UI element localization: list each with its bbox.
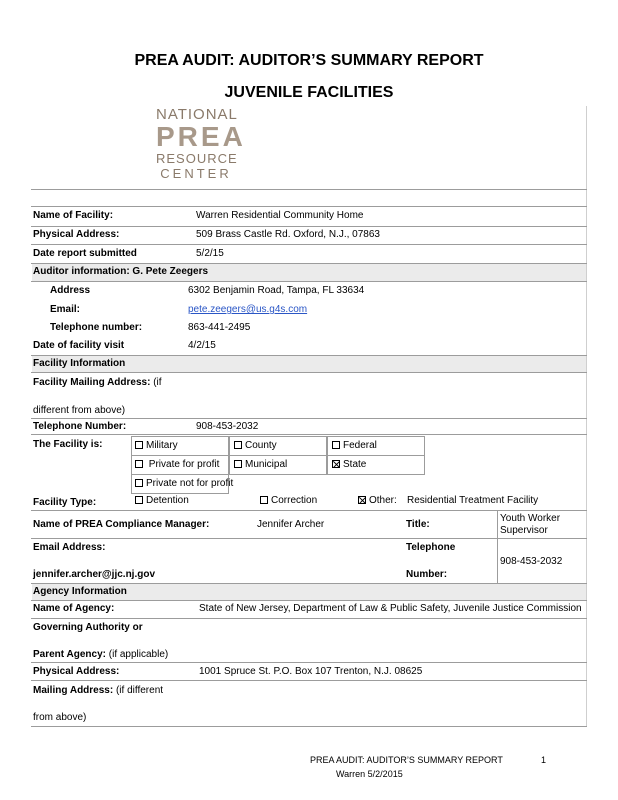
- auditor-section-title: Auditor information: G. Pete Zeegers: [33, 266, 209, 277]
- option-county[interactable]: County: [234, 440, 277, 452]
- type-correction[interactable]: Correction: [260, 495, 317, 507]
- footer-title: PREA AUDIT: AUDITOR’S SUMMARY REPORT: [310, 755, 503, 765]
- checkbox-icon: [234, 460, 242, 468]
- agency-physical-address-value: 1001 Spruce St. P.O. Box 107 Trenton, N.J. 08625: [199, 666, 423, 677]
- option-private-not-for-profit[interactable]: Private not for profit: [135, 478, 233, 490]
- auditor-email-link[interactable]: pete.zeegers@us.g4s.com: [188, 304, 308, 315]
- auditor-address-label: Address: [50, 285, 91, 296]
- visit-date-value: 4/2/15: [188, 340, 216, 351]
- governing-authority-label: Governing Authority or: [33, 622, 143, 633]
- physical-address-label: Physical Address:: [33, 229, 120, 240]
- logo-line-1: NATIONAL: [156, 106, 238, 123]
- option-private-for-profit[interactable]: Private for profit: [135, 459, 219, 471]
- option-municipal[interactable]: Municipal: [234, 459, 287, 471]
- type-detention[interactable]: Detention: [135, 495, 189, 507]
- page-number: 1: [541, 755, 547, 765]
- option-military[interactable]: Military: [135, 440, 178, 452]
- logo-line-3: RESOURCE: [156, 151, 238, 166]
- checkbox-icon: [135, 496, 143, 504]
- facility-phone-value: 908-453-2032: [196, 421, 259, 432]
- facility-is-label: The Facility is:: [33, 439, 103, 450]
- type-other[interactable]: Other:: [358, 495, 397, 507]
- checkbox-icon: [135, 479, 143, 487]
- title-value-line2: Supervisor: [500, 525, 548, 536]
- date-submitted-value: 5/2/15: [196, 248, 224, 259]
- manager-phone-value: 908-453-2032: [500, 556, 563, 567]
- date-submitted-label: Date report submitted: [33, 248, 137, 259]
- title-value-line1: Youth Worker: [500, 513, 561, 524]
- report-subtitle: JUVENILE FACILITIES: [224, 84, 394, 101]
- logo-line-2: PREA: [156, 121, 246, 152]
- agency-section-title: Agency Information: [33, 586, 127, 597]
- manager-email-value: jennifer.archer@jjc.nj.gov: [33, 569, 156, 580]
- auditor-phone-label: Telephone number:: [50, 322, 143, 333]
- logo-line-4: CENTER: [160, 166, 232, 181]
- auditor-address-value: 6302 Benjamin Road, Tampa, FL 33634: [188, 285, 365, 296]
- telephone-label-line2: Number:: [406, 569, 448, 580]
- auditor-email-label: Email:: [50, 304, 81, 315]
- agency-name-value: State of New Jersey, Department of Law & Public Safety, Juvenile Justice Commission: [199, 603, 582, 614]
- compliance-manager-name: Jennifer Archer: [257, 519, 325, 530]
- auditor-phone-value: 863-441-2495: [188, 322, 251, 333]
- checkbox-icon: [234, 441, 242, 449]
- checkbox-icon: [135, 441, 143, 449]
- compliance-manager-label: Name of PREA Compliance Manager:: [33, 519, 210, 530]
- type-other-value: Residential Treatment Facility: [407, 495, 539, 506]
- facility-type-label: Facility Type:: [33, 497, 97, 508]
- title-label: Title:: [406, 519, 430, 530]
- agency-name-label: Name of Agency:: [33, 603, 115, 614]
- mailing-address-label-line2: different from above): [33, 405, 126, 416]
- checkbox-icon: [135, 460, 143, 468]
- checkbox-icon: [260, 496, 268, 504]
- visit-date-label: Date of facility visit: [33, 340, 125, 351]
- checkbox-icon: [332, 441, 340, 449]
- agency-mailing-address-label-line2: from above): [33, 712, 87, 723]
- facility-name-label: Name of Facility:: [33, 210, 114, 221]
- mailing-address-label: Facility Mailing Address: (if: [33, 377, 162, 388]
- parent-agency-label: Parent Agency: (if applicable): [33, 649, 169, 660]
- facility-info-section-title: Facility Information: [33, 358, 126, 369]
- facility-phone-label: Telephone Number:: [33, 421, 127, 432]
- agency-physical-address-label: Physical Address:: [33, 666, 120, 677]
- physical-address-value: 509 Brass Castle Rd. Oxford, N.J., 07863: [196, 229, 380, 240]
- telephone-label: Telephone: [406, 542, 456, 553]
- option-state[interactable]: State: [332, 459, 366, 471]
- email-address-label: Email Address:: [33, 542, 106, 553]
- checked-checkbox-icon: [332, 460, 340, 468]
- checked-checkbox-icon: [358, 496, 366, 504]
- agency-mailing-address-label: Mailing Address: (if different: [33, 685, 164, 696]
- footer-date: Warren 5/2/2015: [336, 769, 403, 779]
- report-title: PREA AUDIT: AUDITOR’S SUMMARY REPORT: [134, 52, 484, 69]
- option-federal[interactable]: Federal: [332, 440, 377, 452]
- facility-name-value: Warren Residential Community Home: [196, 210, 364, 221]
